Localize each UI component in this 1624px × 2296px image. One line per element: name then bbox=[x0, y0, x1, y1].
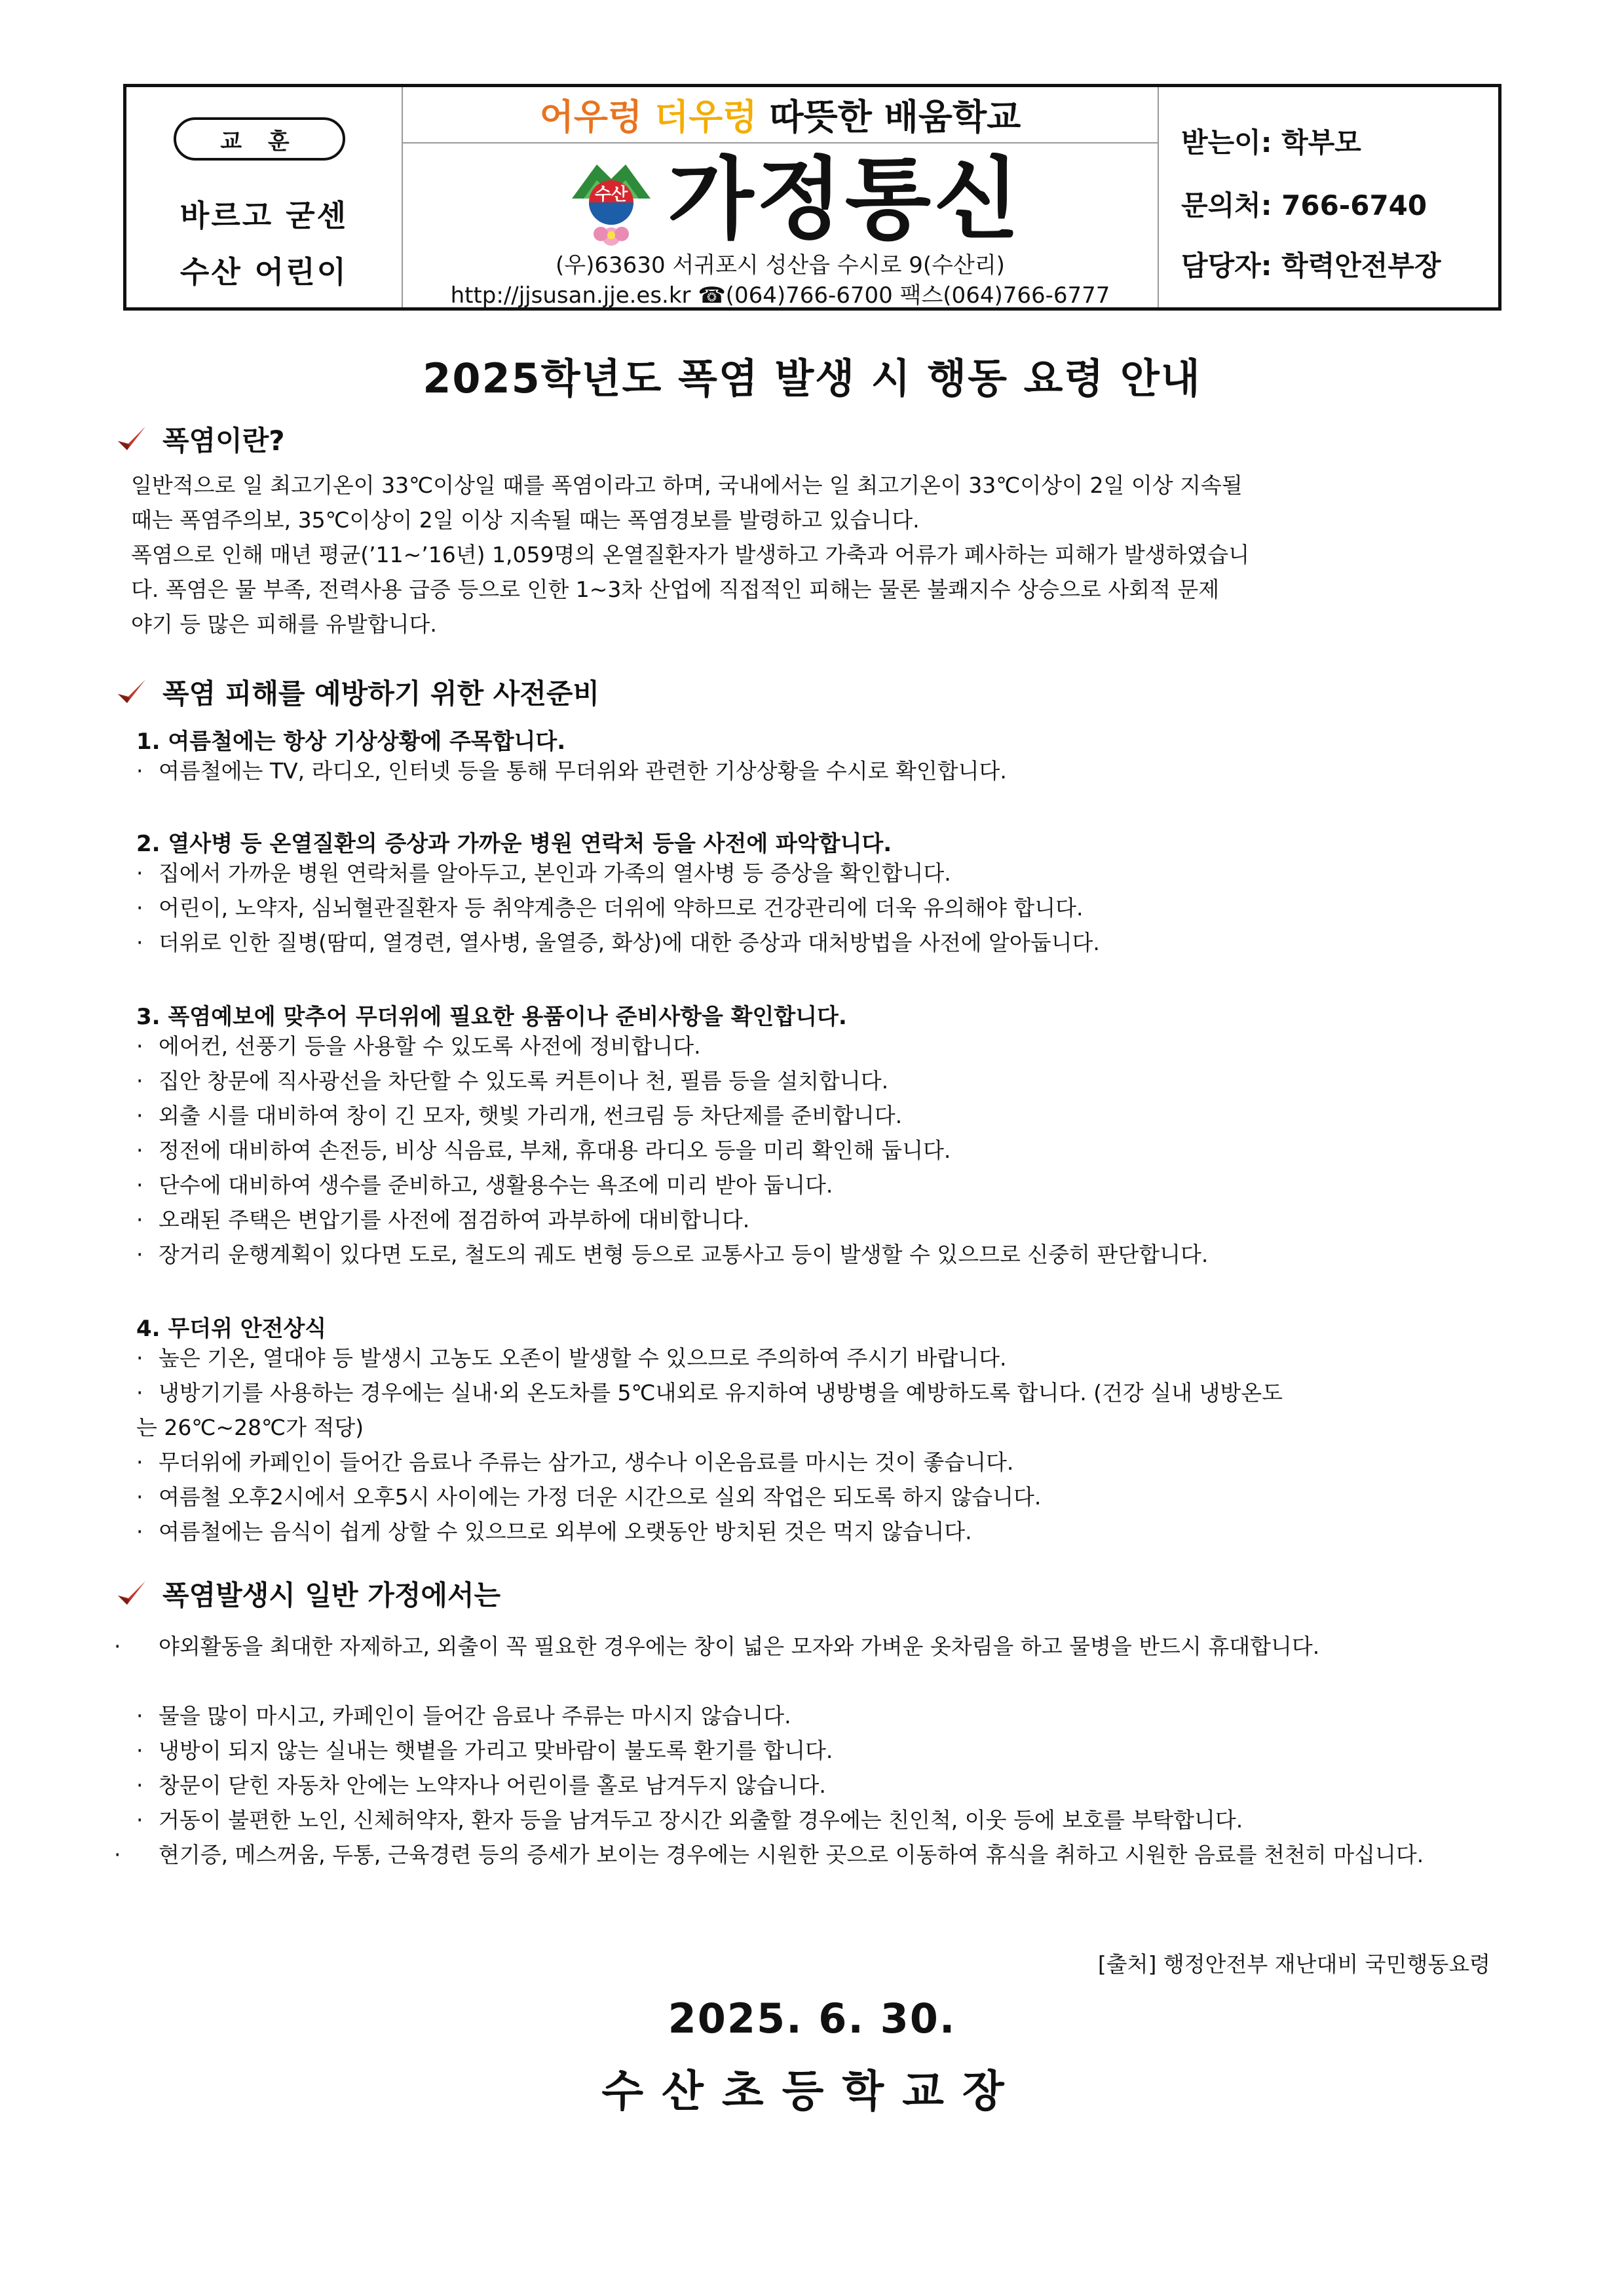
document-title: 2025학년도 폭염 발생 시 행동 요령 안내 bbox=[423, 354, 1201, 402]
paragraph-line: 때는 폭염주의보, 35℃이상이 2일 이상 지속될 때는 폭염경보를 발령하고 있습니다. bbox=[131, 507, 920, 533]
section-heading-text: 폭염발생시 일반 가정에서는 bbox=[162, 1579, 501, 1611]
contact-info-panel bbox=[1159, 87, 1498, 307]
list-item: · 오래된 주택은 변압기를 사전에 점검하여 과부하에 대비합니다. bbox=[136, 1207, 750, 1233]
section-heading-text: 폭염 피해를 예방하기 위한 사전준비 bbox=[162, 678, 600, 710]
school-contact-line: http://jjsusan.jje.es.kr ☎(064)766-6700 팩스(064)766-6777 bbox=[450, 282, 1110, 309]
prevention-item-2-title: 2. 열사병 등 온열질환의 증상과 가까운 병원 연락처 등을 사전에 파악합니다. bbox=[136, 831, 892, 857]
prevention-item-3-title: 3. 폭염예보에 맞추어 무더위에 필요한 용품이나 준비사항을 확인합니다. bbox=[136, 1004, 847, 1030]
list-item: · 야외활동을 최대한 자제하고, 외출이 꼭 필요한 경우에는 창이 넓은 모자와 가벼운 옷차림을 하고 물병을 반드시 휴대합니다. bbox=[114, 1634, 1320, 1659]
source-citation: [출처] 행정안전부 재난대비 국민행동요령 bbox=[1097, 1951, 1490, 1977]
list-item: · 에어컨, 선풍기 등을 사용할 수 있도록 사전에 정비합니다. bbox=[136, 1033, 701, 1059]
paragraph-line: 야기 등 많은 피해를 유발합니다. bbox=[131, 611, 437, 637]
checkmark-icon bbox=[115, 677, 148, 707]
list-item: · 외출 시를 대비하여 창이 긴 모자, 햇빛 가리개, 썬크림 등 차단제를 준비합니다. bbox=[136, 1103, 903, 1128]
list-item: · 여름철 오후2시에서 오후5시 사이에는 가정 더운 시간으로 실외 작업은 되도록 하지 않습니다. bbox=[136, 1484, 1042, 1510]
recipient-label: 받는이: 학부모 bbox=[1181, 126, 1361, 159]
inquiry-phone: 문의처: 766-6740 bbox=[1181, 189, 1427, 221]
newsletter-title: 가정통신 bbox=[668, 148, 1023, 252]
school-slogan bbox=[403, 92, 1158, 142]
list-item: · 여름철에는 TV, 라디오, 인터넷 등을 통해 무더위와 관련한 기상상황을 수시로 확인합니다. bbox=[136, 758, 1007, 784]
list-item: · 여름철에는 음식이 쉽게 상할 수 있으므로 외부에 오랫동안 방치된 것은 먹지 않습니다. bbox=[136, 1519, 972, 1544]
list-item: · 높은 기온, 열대야 등 발생시 고농도 오존이 발생할 수 있으므로 주의하여 주시기 바랍니다. bbox=[136, 1345, 1007, 1371]
section-heading-prevention bbox=[115, 672, 599, 712]
school-emblem-icon bbox=[564, 153, 658, 247]
manager-label: 담당자: 학력안전부장 bbox=[1181, 250, 1441, 282]
heatwave-definition-paragraph-2 bbox=[131, 537, 1491, 641]
prevention-item-4-title: 4. 무더위 안전상식 bbox=[136, 1316, 327, 1342]
list-item: · 정전에 대비하여 손전등, 비상 식음료, 부채, 휴대용 라디오 등을 미리 확인해 둡니다. bbox=[136, 1138, 951, 1163]
section-heading-household bbox=[115, 1574, 500, 1613]
motto-line-1: 바르고 굳센 bbox=[179, 198, 349, 233]
school-motto-panel bbox=[126, 87, 403, 307]
newsletter-title-panel bbox=[403, 87, 1159, 307]
slogan-part-2: 더우렁 bbox=[654, 96, 757, 138]
list-item: · 단수에 대비하여 생수를 준비하고, 생활용수는 욕조에 미리 받아 둡니다. bbox=[136, 1172, 833, 1198]
motto-line-2: 수산 어린이 bbox=[179, 254, 349, 290]
list-item: · 더위로 인한 질병(땀띠, 열경련, 열사병, 울열증, 화상)에 대한 증상과 대처방법을 사전에 알아둡니다. bbox=[136, 930, 1100, 955]
list-item: · 무더위에 카페인이 들어간 음료나 주류는 삼가고, 생수나 이온음료를 마시는 것이 좋습니다. bbox=[136, 1449, 1014, 1475]
list-item: · 집안 창문에 직사광선을 차단할 수 있도록 커튼이나 천, 필름 등을 설치합니다. bbox=[136, 1068, 889, 1094]
principal-signature: 수산초등학교장 bbox=[601, 2066, 1023, 2116]
paragraph-line: 폭염으로 인해 매년 평균(’11~’16년) 1,059명의 온열질환자가 발생하고 가축과 어류가 폐사하는 피해가 발생하였습니 bbox=[131, 542, 1250, 567]
checkmark-icon bbox=[115, 424, 148, 454]
list-item: · 어린이, 노약자, 심뇌혈관질환자 등 취약계층은 더위에 약하므로 건강관리에 더욱 유의해야 합니다. bbox=[136, 895, 1084, 921]
paragraph-line: 일반적으로 일 최고기온이 33℃이상일 때를 폭염이라고 하며, 국내에서는 일 최고기온이 33℃이상이 2일 이상 지속될 bbox=[131, 472, 1243, 498]
list-item: · 창문이 닫힌 자동차 안에는 노약자나 어린이를 홀로 남겨두지 않습니다. bbox=[136, 1772, 826, 1798]
slogan-divider bbox=[403, 142, 1158, 144]
list-item: · 냉방이 되지 않는 실내는 햇볕을 가리고 맞바람이 불도록 환기를 합니다. bbox=[136, 1738, 833, 1763]
list-item: · 장거리 운행계획이 있다면 도로, 철도의 궤도 변형 등으로 교통사고 등이 발생할 수 있으므로 신중히 판단합니다. bbox=[136, 1242, 1209, 1267]
paragraph-line: 다. 폭염은 물 부족, 전력사용 급증 등으로 인한 1~3차 산업에 직접적인 피해는 물론 불쾌지수 상승으로 사회적 문제 bbox=[131, 577, 1220, 602]
list-item: · 집에서 가까운 병원 연락처를 알아두고, 본인과 가족의 열사병 등 증상을 확인합니다. bbox=[136, 860, 951, 886]
list-item: · 현기증, 메스꺼움, 두통, 근육경련 등의 증세가 보이는 경우에는 시원한 곳으로 이동하여 휴식을 취하고 시원한 음료를 천천히 마십니다. bbox=[114, 1842, 1424, 1867]
school-address: (우)63630 서귀포시 성산읍 수시로 9(수산리) bbox=[556, 252, 1005, 278]
slogan-part-3: 따뜻한 배움학교 bbox=[769, 96, 1021, 138]
prevention-item-1-title: 1. 여름철에는 항상 기상상황에 주목합니다. bbox=[136, 729, 566, 755]
logo-text: 수산 bbox=[594, 185, 628, 204]
section-heading-heatwave-definition bbox=[115, 419, 285, 459]
motto-label: 교 훈 bbox=[174, 117, 345, 161]
list-item: · 냉방기기를 사용하는 경우에는 실내·외 온도차를 5℃내외로 유지하여 냉방병을 예방하도록 합니다. (건강 실내 냉방온도 는 26℃~28℃가 적당) bbox=[136, 1380, 1283, 1440]
newsletter-header bbox=[123, 84, 1501, 311]
list-item: · 거동이 불편한 노인, 신체허약자, 환자 등을 남겨두고 장시간 외출할 경우에는 친인척, 이웃 등에 보호를 부탁합니다. bbox=[136, 1807, 1243, 1833]
section-heading-text: 폭염이란? bbox=[162, 425, 285, 457]
heatwave-definition-paragraph-1 bbox=[131, 468, 1491, 537]
checkmark-icon bbox=[115, 1578, 148, 1609]
issue-date: 2025. 6. 30. bbox=[668, 1995, 956, 2042]
slogan-part-1: 어우렁 bbox=[539, 96, 643, 138]
list-item: · 물을 많이 마시고, 카페인이 들어간 음료나 주류는 마시지 않습니다. bbox=[136, 1703, 791, 1729]
